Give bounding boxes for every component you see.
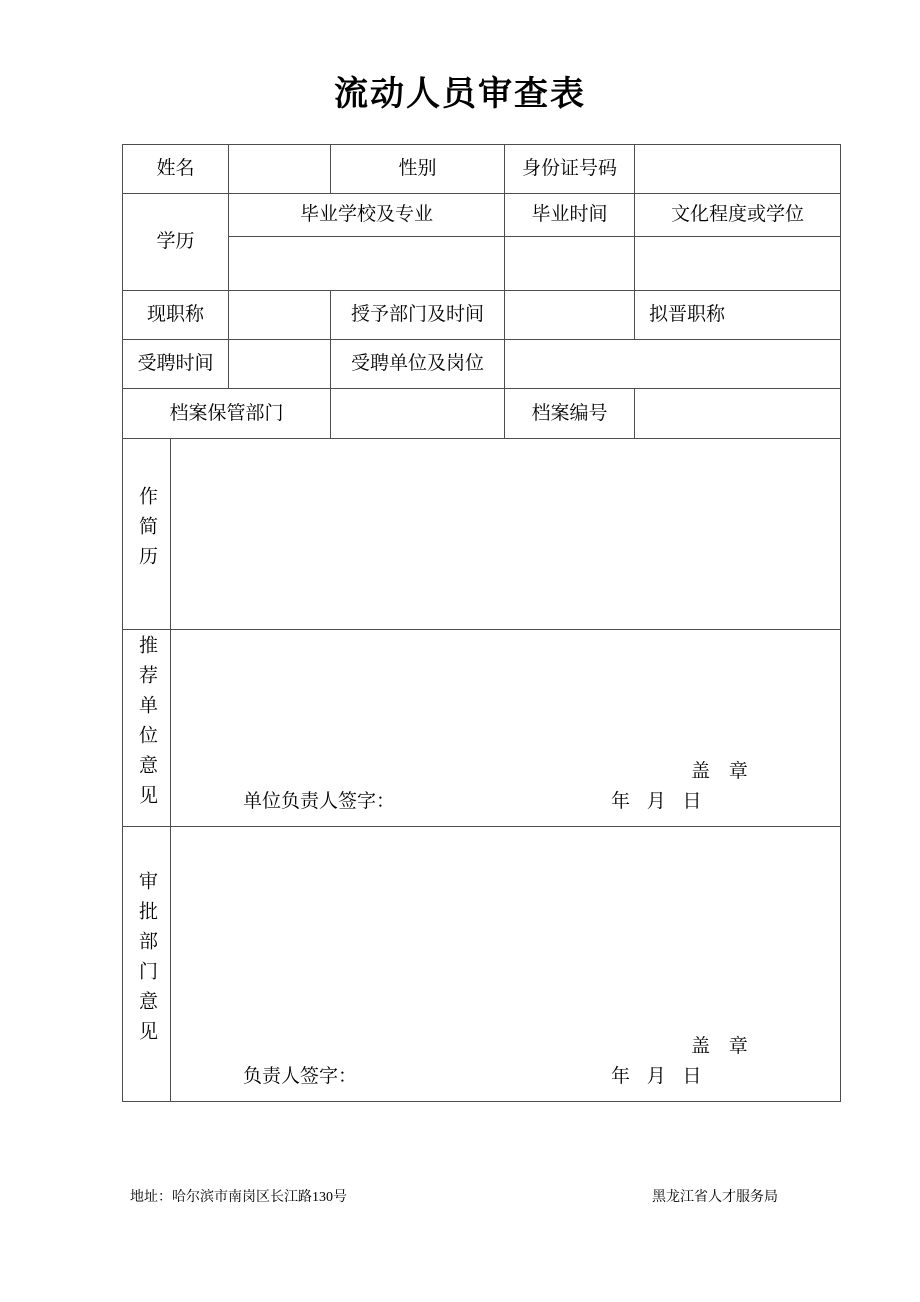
table-row-current-title (123, 291, 841, 340)
field-hire-unit[interactable] (505, 340, 841, 389)
label-promote-title: 拟晋职称 (635, 291, 841, 340)
approval-signature-block (171, 1035, 840, 1097)
table-row-education-header (123, 194, 841, 237)
field-current-title[interactable] (229, 291, 331, 340)
table-row-work-history (123, 439, 841, 630)
table-row-approval-opinion (123, 827, 841, 1102)
label-id-number: 身份证号码 (505, 145, 635, 194)
recommend-signature-label[interactable]: 单位负责人签字： (243, 791, 396, 812)
approval-signature-label[interactable]: 负责人签字： (243, 1066, 358, 1087)
label-work-history (123, 439, 171, 630)
table-row-education-values (123, 237, 841, 291)
approval-date-label[interactable]: 年 月 日 (611, 1066, 708, 1087)
table-row-name (123, 145, 841, 194)
label-archive-department: 档案保管部门 (123, 389, 331, 439)
footer-address: 地址：哈尔滨市南岗区长江路130号 (130, 1190, 347, 1205)
recommend-opinion-vertical-text: 推荐单位意见 (136, 634, 157, 815)
page-title: 流动人员审查表 (334, 74, 586, 114)
label-hire-time: 受聘时间 (123, 340, 229, 389)
approval-opinion-vertical-text: 审批部门意见 (136, 870, 157, 1051)
footer-organization: 黑龙江省人才服务局 (652, 1190, 778, 1205)
field-graduation-time[interactable] (505, 237, 635, 291)
approval-seal-text: 盖 章 (691, 1036, 755, 1057)
label-degree: 文化程度或学位 (635, 194, 841, 237)
label-name: 姓名 (123, 145, 229, 194)
label-hire-unit: 受聘单位及岗位 (331, 340, 505, 389)
field-archive-number[interactable] (635, 389, 841, 439)
recommend-signature-block (171, 760, 840, 822)
label-archive-number: 档案编号 (505, 389, 635, 439)
field-recommend-opinion[interactable] (171, 630, 841, 827)
label-approval-opinion (123, 827, 171, 1102)
field-approval-opinion[interactable] (171, 827, 841, 1102)
table-row-recommend-opinion (123, 630, 841, 827)
recommend-date-label[interactable]: 年 月 日 (611, 791, 708, 812)
field-archive-department[interactable] (331, 389, 505, 439)
field-id-number[interactable] (635, 145, 841, 194)
field-name[interactable] (229, 145, 331, 194)
label-school-major: 毕业学校及专业 (229, 194, 505, 237)
label-recommend-opinion (123, 630, 171, 827)
field-work-history[interactable] (171, 439, 841, 630)
review-form-table (122, 144, 841, 1102)
table-row-hire (123, 340, 841, 389)
label-current-title: 现职称 (123, 291, 229, 340)
field-school-major[interactable] (229, 237, 505, 291)
table-row-archive (123, 389, 841, 439)
document-footer (122, 1186, 840, 1210)
label-education: 学历 (123, 194, 229, 291)
label-graduation-time: 毕业时间 (505, 194, 635, 237)
field-degree[interactable] (635, 237, 841, 291)
recommend-seal-text: 盖 章 (691, 761, 755, 782)
work-history-vertical-text: 作简历 (136, 485, 157, 576)
field-hire-time[interactable] (229, 340, 331, 389)
field-grant-department[interactable] (505, 291, 635, 340)
label-grant-department: 授予部门及时间 (331, 291, 505, 340)
label-gender: 性别 (331, 145, 505, 194)
